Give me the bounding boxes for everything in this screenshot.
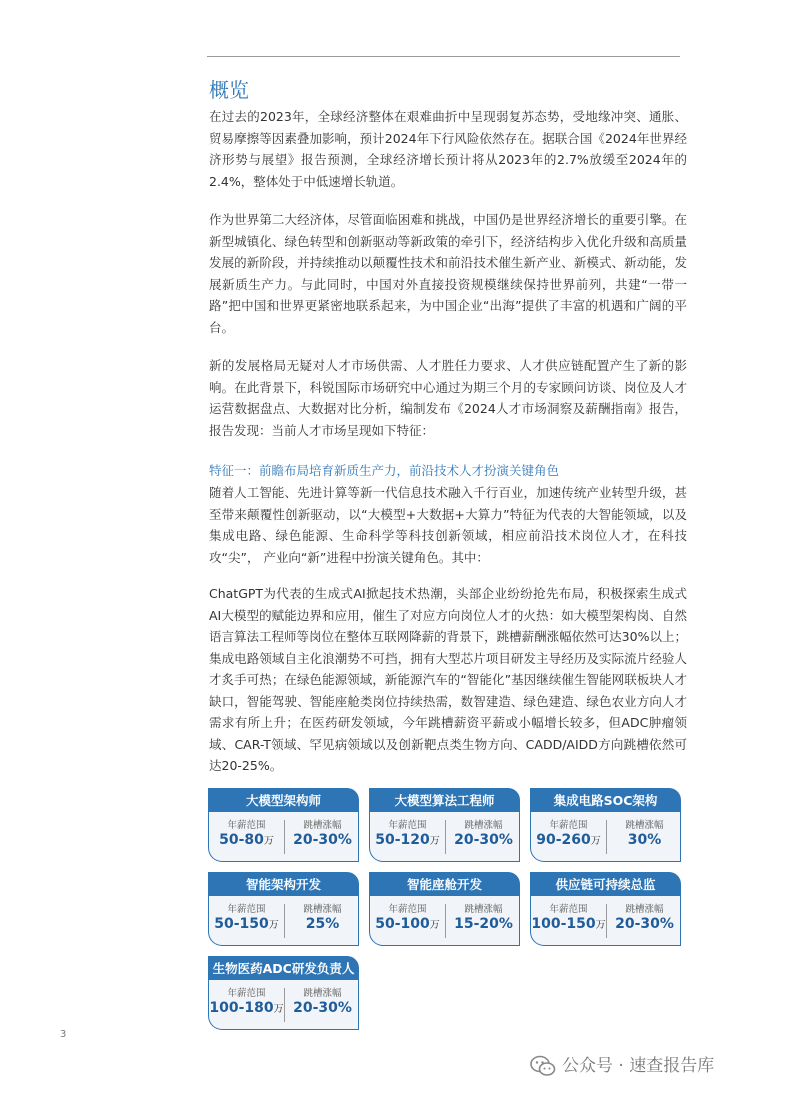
card-title: 供应链可持续总监 [530, 872, 681, 898]
intro-paragraph-1: 在过去的2023年，全球经济整体在艰难曲折中呈现弱复苏态势，受地缘冲突、通胀、贸易摩擦等因素叠加影响，预计2024年下行风险依然存在。据联合国《2024年世界经济形势与展望》报告预测，全球经济增长预计将从2023年的2.7%放缓至2024年的2.4%，整体处于中低速增长轨道。 [209, 109, 687, 189]
raise-value: 20-30% [615, 916, 674, 932]
card-title: 大模型算法工程师 [369, 788, 520, 814]
card-body [530, 812, 681, 862]
card-title: 集成电路SOC架构 [530, 788, 681, 814]
salary-value: 50-150万 [214, 916, 279, 932]
salary-value: 100-180万 [209, 1000, 284, 1016]
salary-label: 年薪范围 [227, 988, 266, 999]
salary-card [369, 872, 522, 948]
watermark [530, 1051, 714, 1077]
salary-label: 年薪范围 [227, 820, 266, 831]
card-body [530, 896, 681, 946]
card-body [369, 812, 520, 862]
card-title: 智能座舱开发 [369, 872, 520, 898]
raise-value: 15-20% [454, 916, 513, 932]
card-body [208, 896, 359, 946]
wechat-icon [530, 1055, 556, 1077]
watermark-text: 公众号 · 速查报告库 [562, 1056, 715, 1076]
card-body [208, 980, 359, 1030]
salary-card [208, 872, 361, 948]
salary-value: 50-120万 [375, 832, 440, 848]
salary-label: 年薪范围 [388, 904, 427, 915]
card-title: 智能架构开发 [208, 872, 359, 898]
intro-paragraph-2: 作为世界第二大经济体，尽管面临困难和挑战，中国仍是世界经济增长的重要引擎。在新型城镇化、绿色转型和创新驱动等新政策的牵引下，经济结构步入优化升级和高质量发展的新阶段，并持续推动以颠覆性技术和前沿技术催生新产业、新模式、新动能，发展新质生产力。与此同时，中国对外直接投资规模继续保持世界前列，共建“一带一路”把中国和世界更紧密地联系起来，为中国企业“出海”提供了丰富的机遇和广阔的平台。 [209, 212, 687, 335]
feature-paragraph-2: ChatGPT为代表的生成式AI掀起技术热潮，头部企业纷纷抢先布局，积极探索生成式AI大模型的赋能边界和应用，催生了对应方向岗位人才的火热：如大模型架构岗、自然语言算法工程师等岗位在整体互联网降薪的背景下，跳槽薪酬涨幅依然可达30%以上；集成电路领域自主化浪潮势不可挡，拥有大型芯片项目研发主导经历及实际流片经验人才炙手可热；在绿色能源领域，新能源汽车的“智能化”基因继续催生智能网联板块人才缺口，智能驾驶、智能座舱类岗位持续热需，数智建造、绿色建造、绿色农业方向人才需求有所上升；在医药研发领域，今年跳槽薪资平薪或小幅增长较多，但ADC肿瘤领域、CAR-T领域、罕见病领域以及创新靶点类生物方向、CADD/AIDD方向跳槽依然可达20-25%。 [209, 586, 687, 773]
feature-paragraph-1: 随着人工智能、先进计算等新一代信息技术融入千行百业，加速传统产业转型升级，甚至带来颠覆性创新驱动，以“大模型+大数据+大算力”特征为代表的大智能领域，以及集成电路、绿色能源、生命科学等科技创新领域，相应前沿技术岗位人才，在科技攻“尖”， 产业向“新”进程中扮演关键角色。其中： [209, 485, 687, 565]
salary-label: 年薪范围 [388, 820, 427, 831]
salary-label: 年薪范围 [227, 904, 266, 915]
card-title: 生物医药ADC研发负责人 [208, 956, 359, 982]
raise-value: 25% [305, 916, 340, 932]
raise-value: 30% [627, 832, 662, 848]
top-rule [207, 56, 680, 57]
raise-label: 跳槽涨幅 [464, 904, 503, 915]
salary-value: 90-260万 [536, 832, 601, 848]
salary-value: 100-150万 [531, 916, 606, 932]
salary-card [530, 788, 683, 864]
card-body [369, 896, 520, 946]
salary-card [369, 788, 522, 864]
card-body [208, 812, 359, 862]
raise-label: 跳槽涨幅 [625, 904, 664, 915]
raise-value: 20-30% [454, 832, 513, 848]
raise-label: 跳槽涨幅 [625, 820, 664, 831]
raise-label: 跳槽涨幅 [303, 904, 342, 915]
raise-label: 跳槽涨幅 [303, 988, 342, 999]
raise-label: 跳槽涨幅 [464, 820, 503, 831]
salary-card [208, 788, 361, 864]
salary-card [208, 956, 361, 1032]
page-number: 3 [60, 1029, 67, 1040]
salary-value: 50-80万 [219, 832, 274, 848]
salary-label: 年薪范围 [549, 820, 588, 831]
raise-value: 20-30% [293, 832, 352, 848]
card-title: 大模型架构师 [208, 788, 359, 814]
salary-label: 年薪范围 [549, 904, 588, 915]
salary-value: 50-100万 [375, 916, 440, 932]
section-heading: 概览 [209, 78, 249, 102]
salary-card [530, 872, 683, 948]
raise-value: 20-30% [293, 1000, 352, 1016]
intro-paragraph-3: 新的发展格局无疑对人才市场供需、人才胜任力要求、人才供应链配置产生了新的影响。在此背景下，科锐国际市场研究中心通过为期三个月的专家顾问访谈、岗位及人才运营数据盘点、大数据对比分析，编制发布《2024人才市场洞察及薪酬指南》报告，报告发现：当前人才市场呈现如下特征： [209, 358, 687, 438]
raise-label: 跳槽涨幅 [303, 820, 342, 831]
feature-title: 特征一：前瞻布局培育新质生产力，前沿技术人才扮演关键角色 [209, 463, 560, 478]
